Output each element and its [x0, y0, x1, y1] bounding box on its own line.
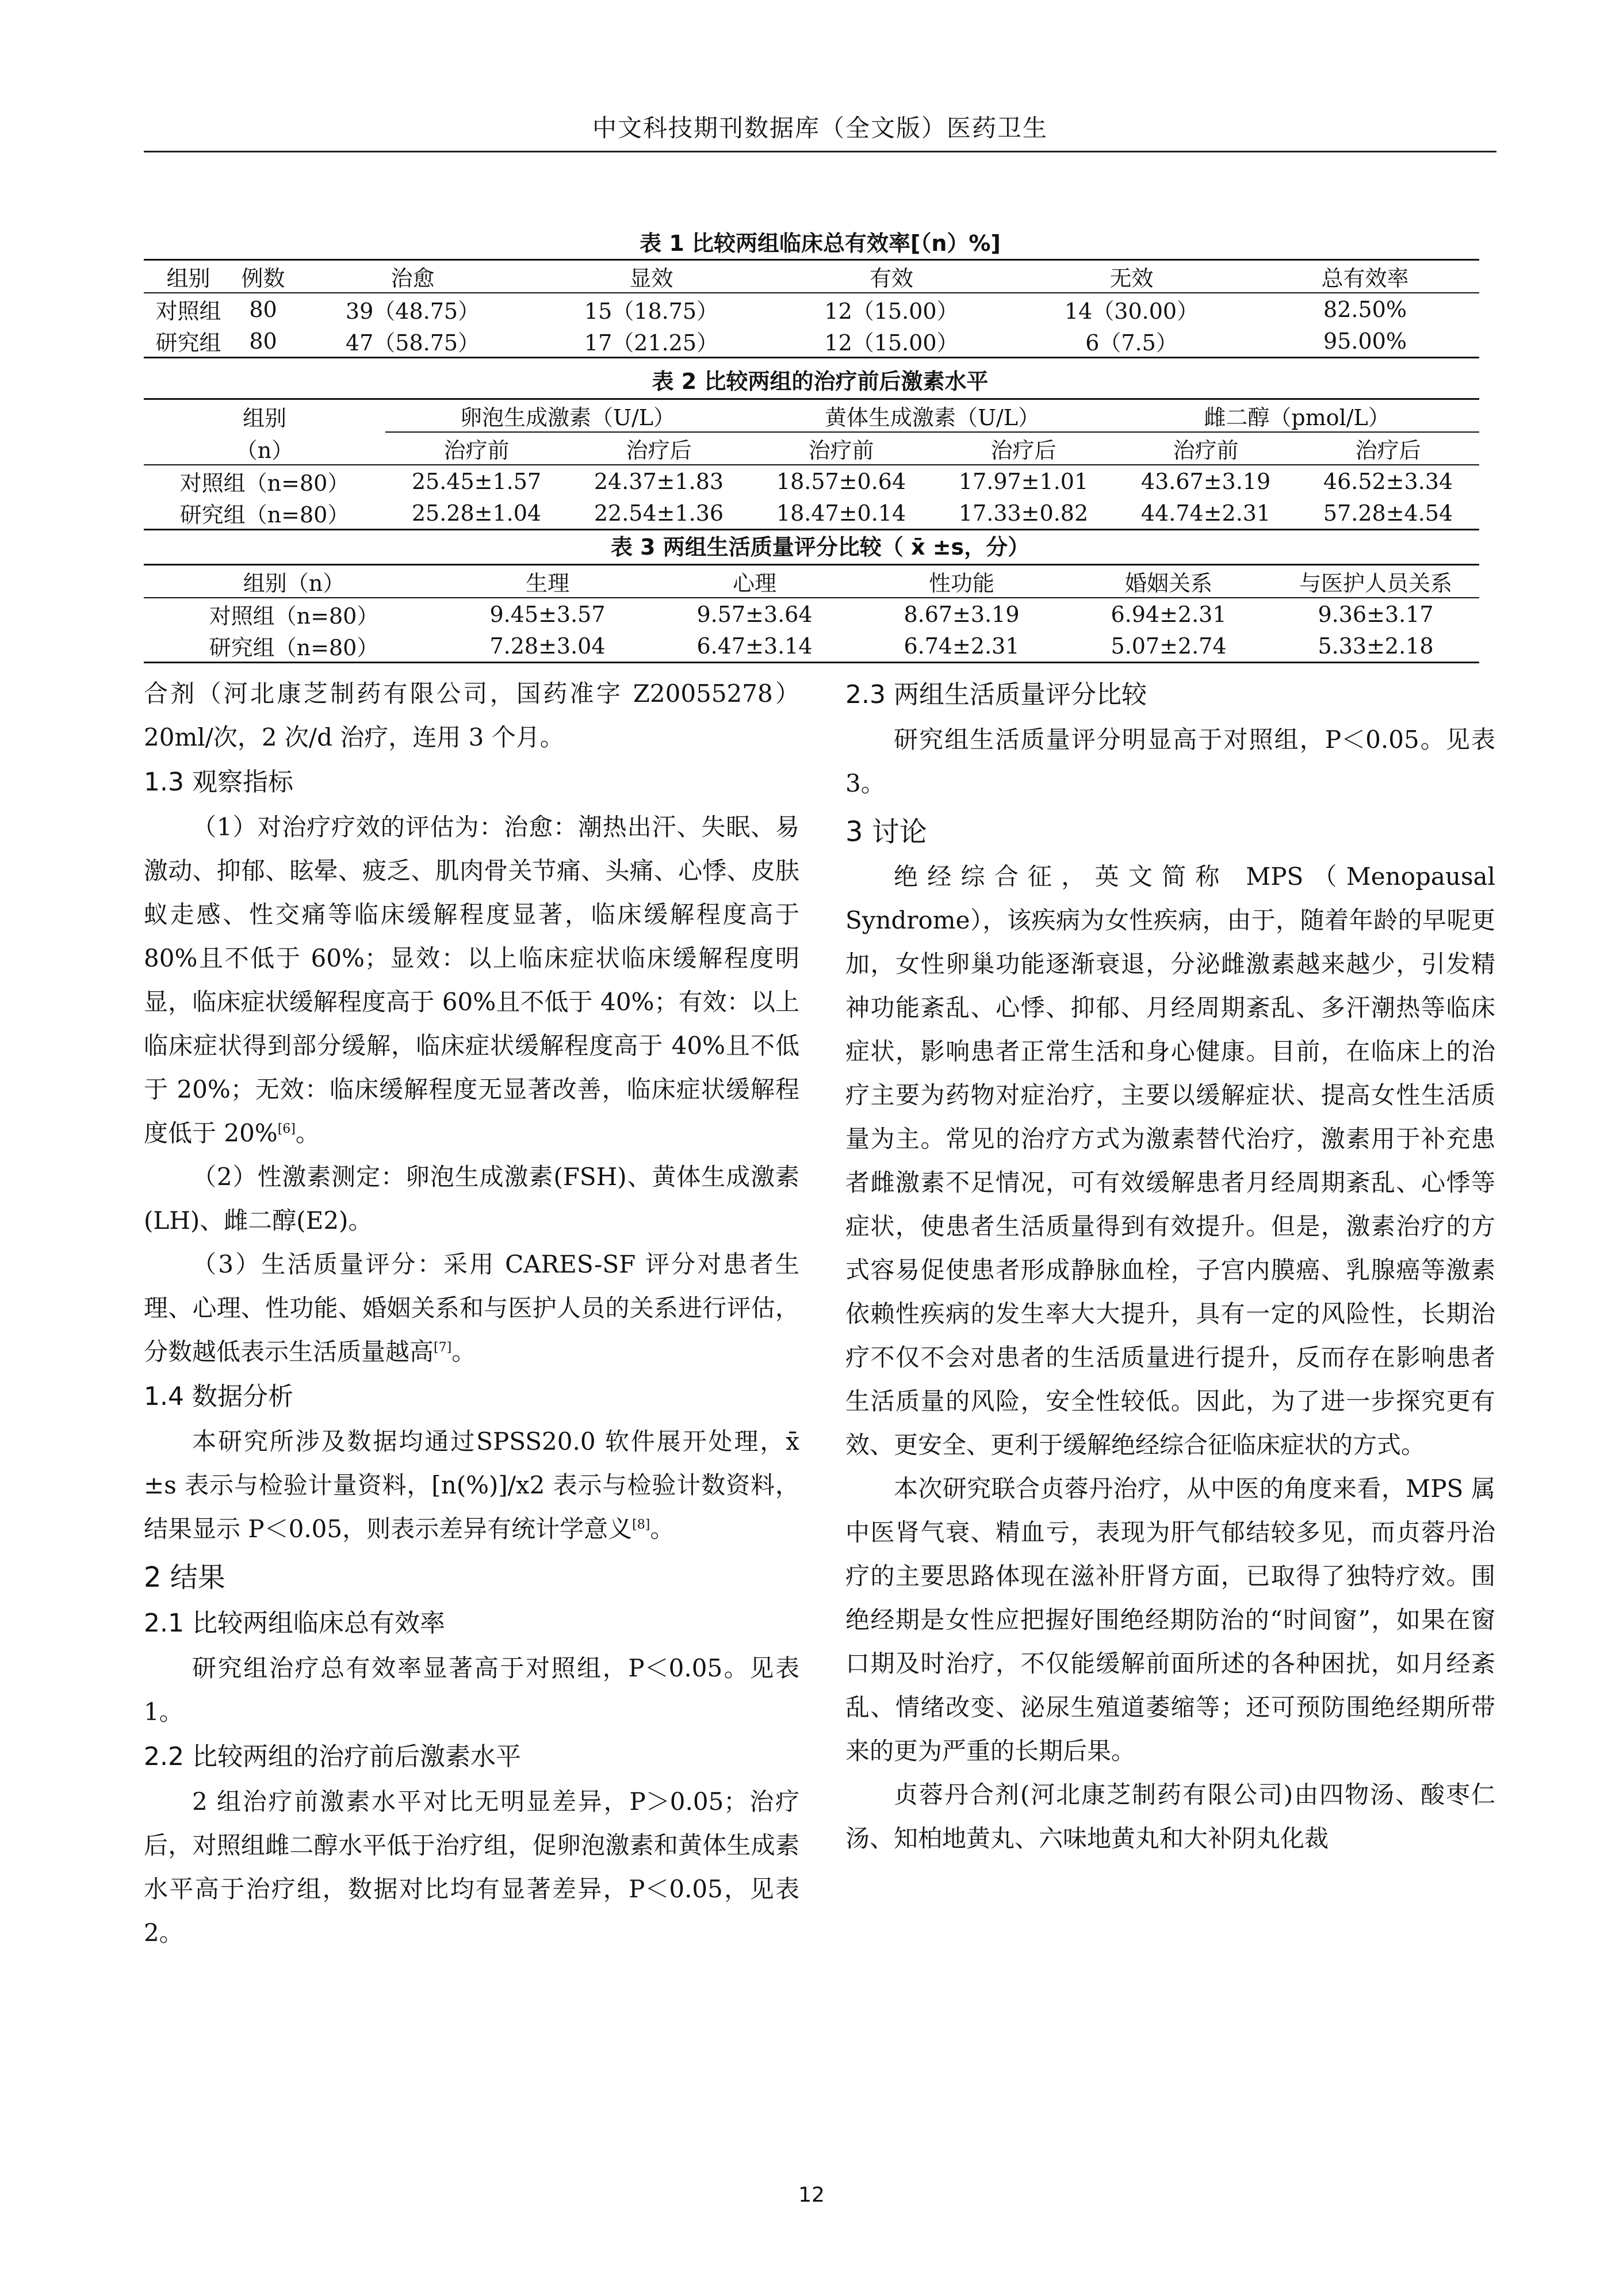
paragraph-text: 。 — [295, 1119, 320, 1147]
table3-header: 与医护人员关系 — [1272, 565, 1479, 598]
paragraph: 研究组治疗总有效率显著高于对照组，P＜0.05。见表 1。 — [144, 1654, 799, 1726]
table-row — [144, 465, 1479, 497]
citation: [7] — [434, 1340, 452, 1355]
section-heading: 2.3 两组生活质量评分比较 — [845, 680, 1147, 709]
table-cell: 95.00% — [1251, 325, 1479, 358]
table3 — [144, 564, 1479, 663]
table-cell: 39（48.75） — [345, 299, 480, 324]
table-cell: 6.74±2.31 — [858, 630, 1065, 663]
table-row — [144, 293, 1479, 325]
table-row — [144, 497, 1479, 530]
table1-header: 无效 — [1012, 260, 1251, 293]
header-rule — [144, 151, 1496, 152]
table2-hormone-header: 卵泡生成激素（U/L） — [385, 399, 750, 433]
table2-subheader: 治疗后 — [1297, 432, 1479, 465]
paragraph-text: （3）生活质量评分：采用 CARES-SF 评分对患者生理、心理、性功能、婚姻关系和与医护人员的关系进行评估，分数越低表示生活质量越高 — [144, 1250, 799, 1366]
table-cell: 25.28±1.04 — [385, 497, 568, 530]
table-cell: 对照组（n=80） — [209, 603, 379, 629]
table-cell: 研究组（n=80） — [144, 497, 385, 530]
table-cell: 6（7.5） — [1012, 325, 1251, 358]
table2-subheader: 治疗后 — [932, 432, 1115, 465]
table3-header: 性功能 — [858, 565, 1065, 598]
citation: [6] — [277, 1122, 296, 1136]
page-number: 12 — [798, 2183, 825, 2207]
right-column — [845, 672, 1495, 1861]
paragraph-text: （1）对治疗疗效的评估为：治愈：潮热出汗、失眠、易激动、抑郁、眩晕、疲乏、肌肉骨关节痛、头痛、心悸、皮肤蚁走感、性交痛等临床缓解程度显著，临床缓解程度高于 80%且不低于 60%；显效：以上临床症状临床缓解程度明显，临床症状缓解程度高于 60%且不低于 40%；有效：以上临床症状得到部分缓解，临床症状缓解程度高于 40%且不低于 20%；无效：临床缓解程度无显著改善，临床症状缓解程度低于 20% — [144, 813, 799, 1147]
paragraph — [144, 1243, 799, 1374]
paragraph: 2 组治疗前激素水平对比无明显差异，P＞0.05；治疗后，对照组雌二醇水平低于治疗组，促卵泡激素和黄体生成素水平高于治疗组，数据对比均有显著差异，P＜0.05，见表 2。 — [144, 1787, 799, 1947]
table-cell: 6.47±3.14 — [651, 630, 858, 663]
table2-subheader-row — [144, 432, 1479, 465]
table-cell: 对照组 — [155, 299, 221, 324]
table-row — [144, 598, 1479, 630]
table2-subheader: 治疗后 — [568, 432, 750, 465]
table-cell: 8.67±3.19 — [904, 601, 1020, 627]
table-cell: 43.67±3.19 — [1140, 468, 1271, 494]
section-heading: 2.2 比较两组的治疗前后激素水平 — [144, 1742, 521, 1771]
table-cell: 18.57±0.64 — [776, 468, 906, 494]
table3-header: 组别（n） — [144, 565, 444, 598]
table2-hormone-header: 黄体生成激素（U/L） — [750, 399, 1115, 433]
table-cell: 80 — [249, 296, 277, 322]
table-row — [144, 325, 1479, 358]
table3-header: 心理 — [651, 565, 858, 598]
table3-caption: 表 3 两组生活质量评分比较（ x̄ ±s，分） — [610, 534, 1030, 560]
paragraph-text: 本研究所涉及数据均通过SPSS20.0 软件展开处理，x̄ ±s 表示与检验计量资料，[n(%)]/x2 表示与检验计数资料，结果显示 P＜0.05，则表示差异有统计学意义 — [144, 1427, 799, 1543]
left-column — [144, 672, 799, 1955]
table-cell: 57.28±4.54 — [1297, 497, 1479, 530]
section-heading: 2 结果 — [144, 1561, 225, 1594]
paragraph — [144, 1420, 799, 1551]
table-cell: 研究组 — [144, 325, 233, 358]
table-cell: 9.36±3.17 — [1318, 601, 1434, 627]
table-cell: 6.94±2.31 — [1111, 601, 1227, 627]
section-heading: 3 讨论 — [845, 816, 927, 848]
table-cell: 研究组（n=80） — [144, 630, 444, 663]
paragraph: 合剂（河北康芝制药有限公司，国药准字 Z20055278）20ml/次，2 次/d 治疗，连用 3 个月。 — [144, 679, 799, 751]
paragraph-text: 。 — [650, 1515, 675, 1543]
table2-subheader: 治疗前 — [385, 432, 568, 465]
table1-header: 总有效率 — [1251, 260, 1479, 293]
table-cell: 47（58.75） — [293, 325, 532, 358]
table-cell: 17.97±1.01 — [958, 468, 1089, 494]
table-cell: 15（18.75） — [584, 299, 719, 324]
table1-header: 例数 — [233, 260, 293, 293]
citation: [8] — [632, 1518, 650, 1532]
paragraph: 研究组生活质量评分明显高于对照组，P＜0.05。见表 3。 — [845, 725, 1495, 797]
table3-header: 婚姻关系 — [1065, 565, 1272, 598]
table2-caption: 表 2 比较两组的治疗前后激素水平 — [652, 369, 989, 394]
table-cell: 44.74±2.31 — [1115, 497, 1297, 530]
paragraph: （2）性激素测定：卵泡生成激素(FSH)、黄体生成激素(LH)、雌二醇(E2)。 — [144, 1163, 799, 1235]
table1-header: 显效 — [532, 260, 771, 293]
table1-header-row — [144, 260, 1479, 293]
table2-header-row — [144, 399, 1479, 433]
table-cell: 18.47±0.14 — [750, 497, 932, 530]
table-cell: 对照组（n=80） — [179, 471, 350, 496]
table2 — [144, 398, 1479, 530]
paragraph: 绝经综合征，英文简称 MPS（Menopausal Syndrome），该疾病为女性疾病，由于，随着年龄的早呢更加，女性卵巢功能逐渐衰退，分泌雌激素越来越少，引发精神功能紊乱、心悸、抑郁、月经周期紊乱、多汗潮热等临床症状，影响患者正常生活和身心健康。目前，在临床上的治疗主要为药物对症治疗，主要以缓解症状、提高女性生活质量为主。常见的治疗方式为激素替代治疗，激素用于补充患者雌激素不足情况，可有效缓解患者月经周期紊乱、心悸等症状，使患者生活质量得到有效提升。但是，激素治疗的方式容易促使患者形成静脉血栓，子宫内膜癌、乳腺癌等激素依赖性疾病的发生率大大提升，具有一定的风险性，长期治疗不仅不会对患者的生活质量进行提升，反而存在影响患者生活质量的风险，安全性较低。因此，为了进一步探究更有效、更安全、更利于缓解绝经综合征临床症状的方式。 — [845, 862, 1495, 1459]
journal-header: 中文科技期刊数据库（全文版）医药卫生 — [592, 114, 1048, 142]
table-cell: 22.54±1.36 — [568, 497, 750, 530]
table-cell: 82.50% — [1323, 296, 1407, 322]
table-cell: 17（21.25） — [532, 325, 771, 358]
table-cell: 5.33±2.18 — [1272, 630, 1479, 663]
table-cell: 14（30.00） — [1064, 299, 1199, 324]
table-cell: 9.45±3.57 — [489, 601, 606, 627]
table-cell: 9.57±3.64 — [696, 601, 813, 627]
table1-header: 治愈 — [293, 260, 532, 293]
table2-group-unit: （n） — [144, 432, 385, 465]
table-cell: 7.28±3.04 — [444, 630, 651, 663]
table-cell: 12（15.00） — [771, 325, 1012, 358]
table3-header: 生理 — [444, 565, 651, 598]
paragraph — [144, 805, 799, 1155]
table-cell: 80 — [233, 325, 293, 358]
table1-header: 有效 — [771, 260, 1012, 293]
table2-subheader: 治疗前 — [1115, 432, 1297, 465]
table1 — [144, 259, 1479, 358]
table-cell: 12（15.00） — [824, 299, 959, 324]
table-cell: 17.33±0.82 — [932, 497, 1115, 530]
table3-header-row — [144, 565, 1479, 598]
table2-group-label: 组别 — [144, 399, 385, 433]
table-cell: 24.37±1.83 — [594, 468, 724, 494]
table-cell: 25.45±1.57 — [411, 468, 542, 494]
section-heading: 1.4 数据分析 — [144, 1382, 293, 1411]
paragraph-text: 。 — [451, 1338, 476, 1366]
section-heading: 1.3 观察指标 — [144, 767, 293, 797]
paragraph: 贞蓉丹合剂(河北康芝制药有限公司)由四物汤、酸枣仁汤、知柏地黄丸、六味地黄丸和大补阴丸化裁 — [845, 1781, 1495, 1852]
table1-header: 组别 — [144, 260, 233, 293]
table2-subheader: 治疗前 — [750, 432, 932, 465]
table-cell: 5.07±2.74 — [1065, 630, 1272, 663]
section-heading: 2.1 比较两组临床总有效率 — [144, 1609, 445, 1638]
table1-caption: 表 1 比较两组临床总有效率[（n）%] — [640, 231, 1001, 256]
paragraph: 本次研究联合贞蓉丹治疗，从中医的角度来看，MPS 属中医肾气衰、精血亏，表现为肝气郁结较多见，而贞蓉丹治疗的主要思路体现在滋补肝肾方面，已取得了独特疗效。围绝经期是女性应把握好围绝经期防治的“时间窗”，如果在窗口期及时治疗，不仅能缓解前面所述的各种困扰，如月经紊乱、情绪改变、泌尿生殖道萎缩等；还可预防围绝经期所带来的更为严重的长期后果。 — [845, 1474, 1495, 1765]
table-cell: 46.52±3.34 — [1323, 468, 1453, 494]
table2-hormone-header: 雌二醇（pmol/L） — [1115, 399, 1479, 433]
table-row — [144, 630, 1479, 663]
